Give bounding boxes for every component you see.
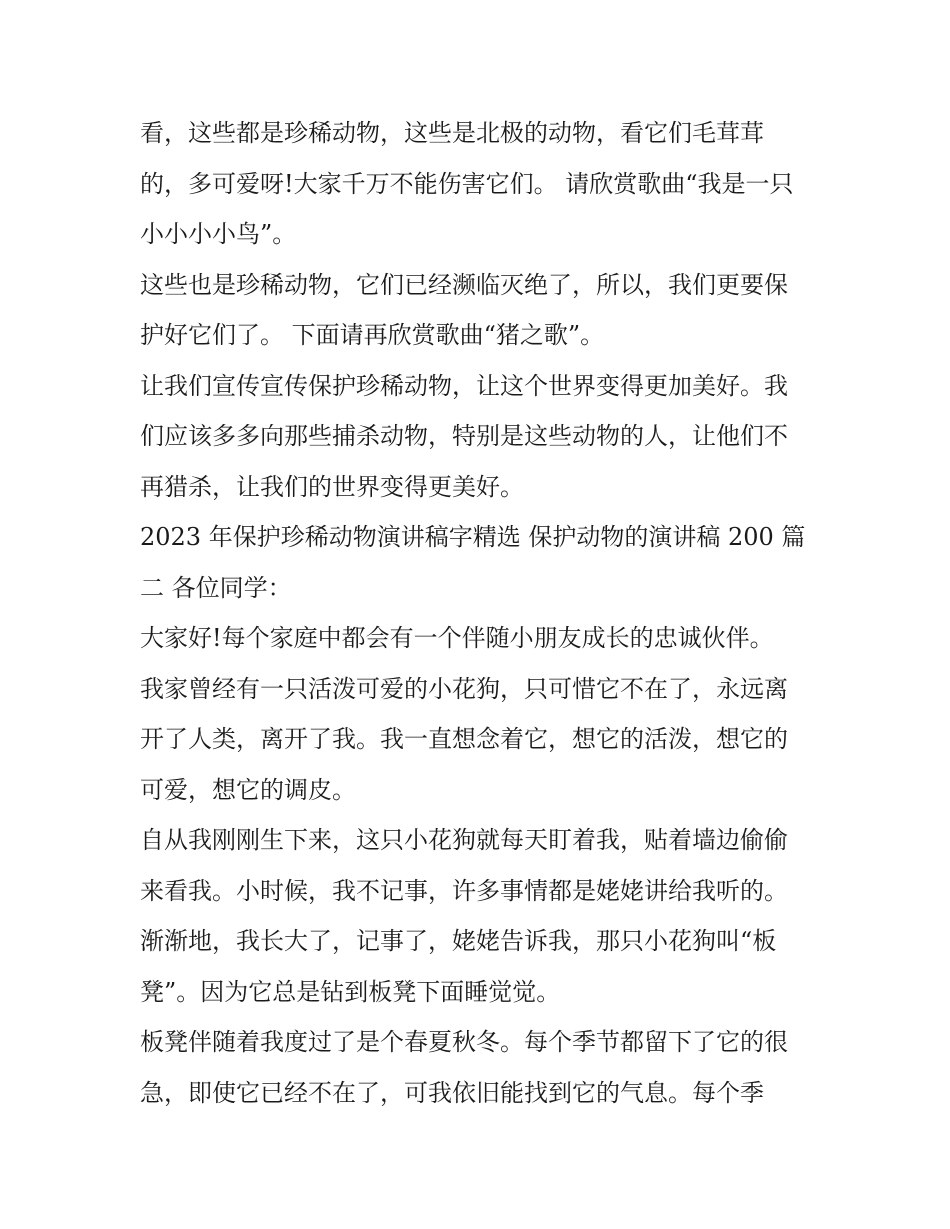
document-page xyxy=(140,108,812,1118)
text-line: 让我们宣传宣传保护珍稀动物，让这个世界变得更加美好。我 xyxy=(140,371,788,400)
text-line: 可爱，想它的调皮。 xyxy=(140,775,356,804)
text-line: 凳”。因为它总是钻到板凳下面睡觉觉。 xyxy=(140,977,561,1006)
text-line: 这些也是珍稀动物，它们已经濒临灭绝了，所以，我们更要保 xyxy=(140,270,788,299)
heading-line: 2023 年保护珍稀动物演讲稿字精选 保护动物的演讲稿 200 篇 xyxy=(140,523,806,551)
salutation-line: 二 各位同学： xyxy=(140,573,292,602)
text-line: 板凳伴随着我度过了是个春夏秋冬。每个季节都留下了它的很 xyxy=(140,1028,788,1056)
paragraph-rare-animals-arctic xyxy=(140,108,812,260)
text-line: 护好它们了。 下面请再欣赏歌曲“猪之歌”。 xyxy=(140,321,605,349)
section-heading xyxy=(140,512,812,613)
text-line: 大家好!每个家庭中都会有一个伴随小朋友成长的忠诚伙伴。 xyxy=(140,624,774,652)
text-line: 的，多可爱呀!大家千万不能伤害它们。 请欣赏歌曲“我是一只 xyxy=(140,169,794,198)
text-line: 们应该多多向那些捕杀动物，特别是这些动物的人，让他们不 xyxy=(140,422,788,450)
text-line: 急，即使它已经不在了，可我依旧能找到它的气息。每个季 xyxy=(140,1078,764,1107)
text-line: 再猎杀，让我们的世界变得更美好。 xyxy=(140,472,524,501)
text-line: 开了人类，离开了我。我一直想念着它，想它的活泼，想它的 xyxy=(140,725,788,753)
paragraph-seasons xyxy=(140,1017,812,1118)
paragraph-endangered xyxy=(140,260,812,361)
text-line: 来看我。小时候，我不记事，许多事情都是姥姥讲给我听的。 xyxy=(140,876,788,905)
text-line: 看，这些都是珍稀动物，这些是北极的动物，看它们毛茸茸 xyxy=(140,119,764,147)
text-line: 自从我刚刚生下来，这只小花狗就每天盯着我，贴着墙边偷偷 xyxy=(140,826,788,854)
paragraph-promote-protection xyxy=(140,361,812,513)
text-line: 小小小小鸟”。 xyxy=(140,220,297,248)
text-line: 渐渐地，我长大了，记事了，姥姥告诉我，那只小花狗叫“板 xyxy=(140,927,777,955)
paragraph-greeting xyxy=(140,613,812,815)
text-line: 我家曾经有一只活泼可爱的小花狗，只可惜它不在了，永远离 xyxy=(140,674,788,703)
paragraph-little-dog xyxy=(140,815,812,1017)
